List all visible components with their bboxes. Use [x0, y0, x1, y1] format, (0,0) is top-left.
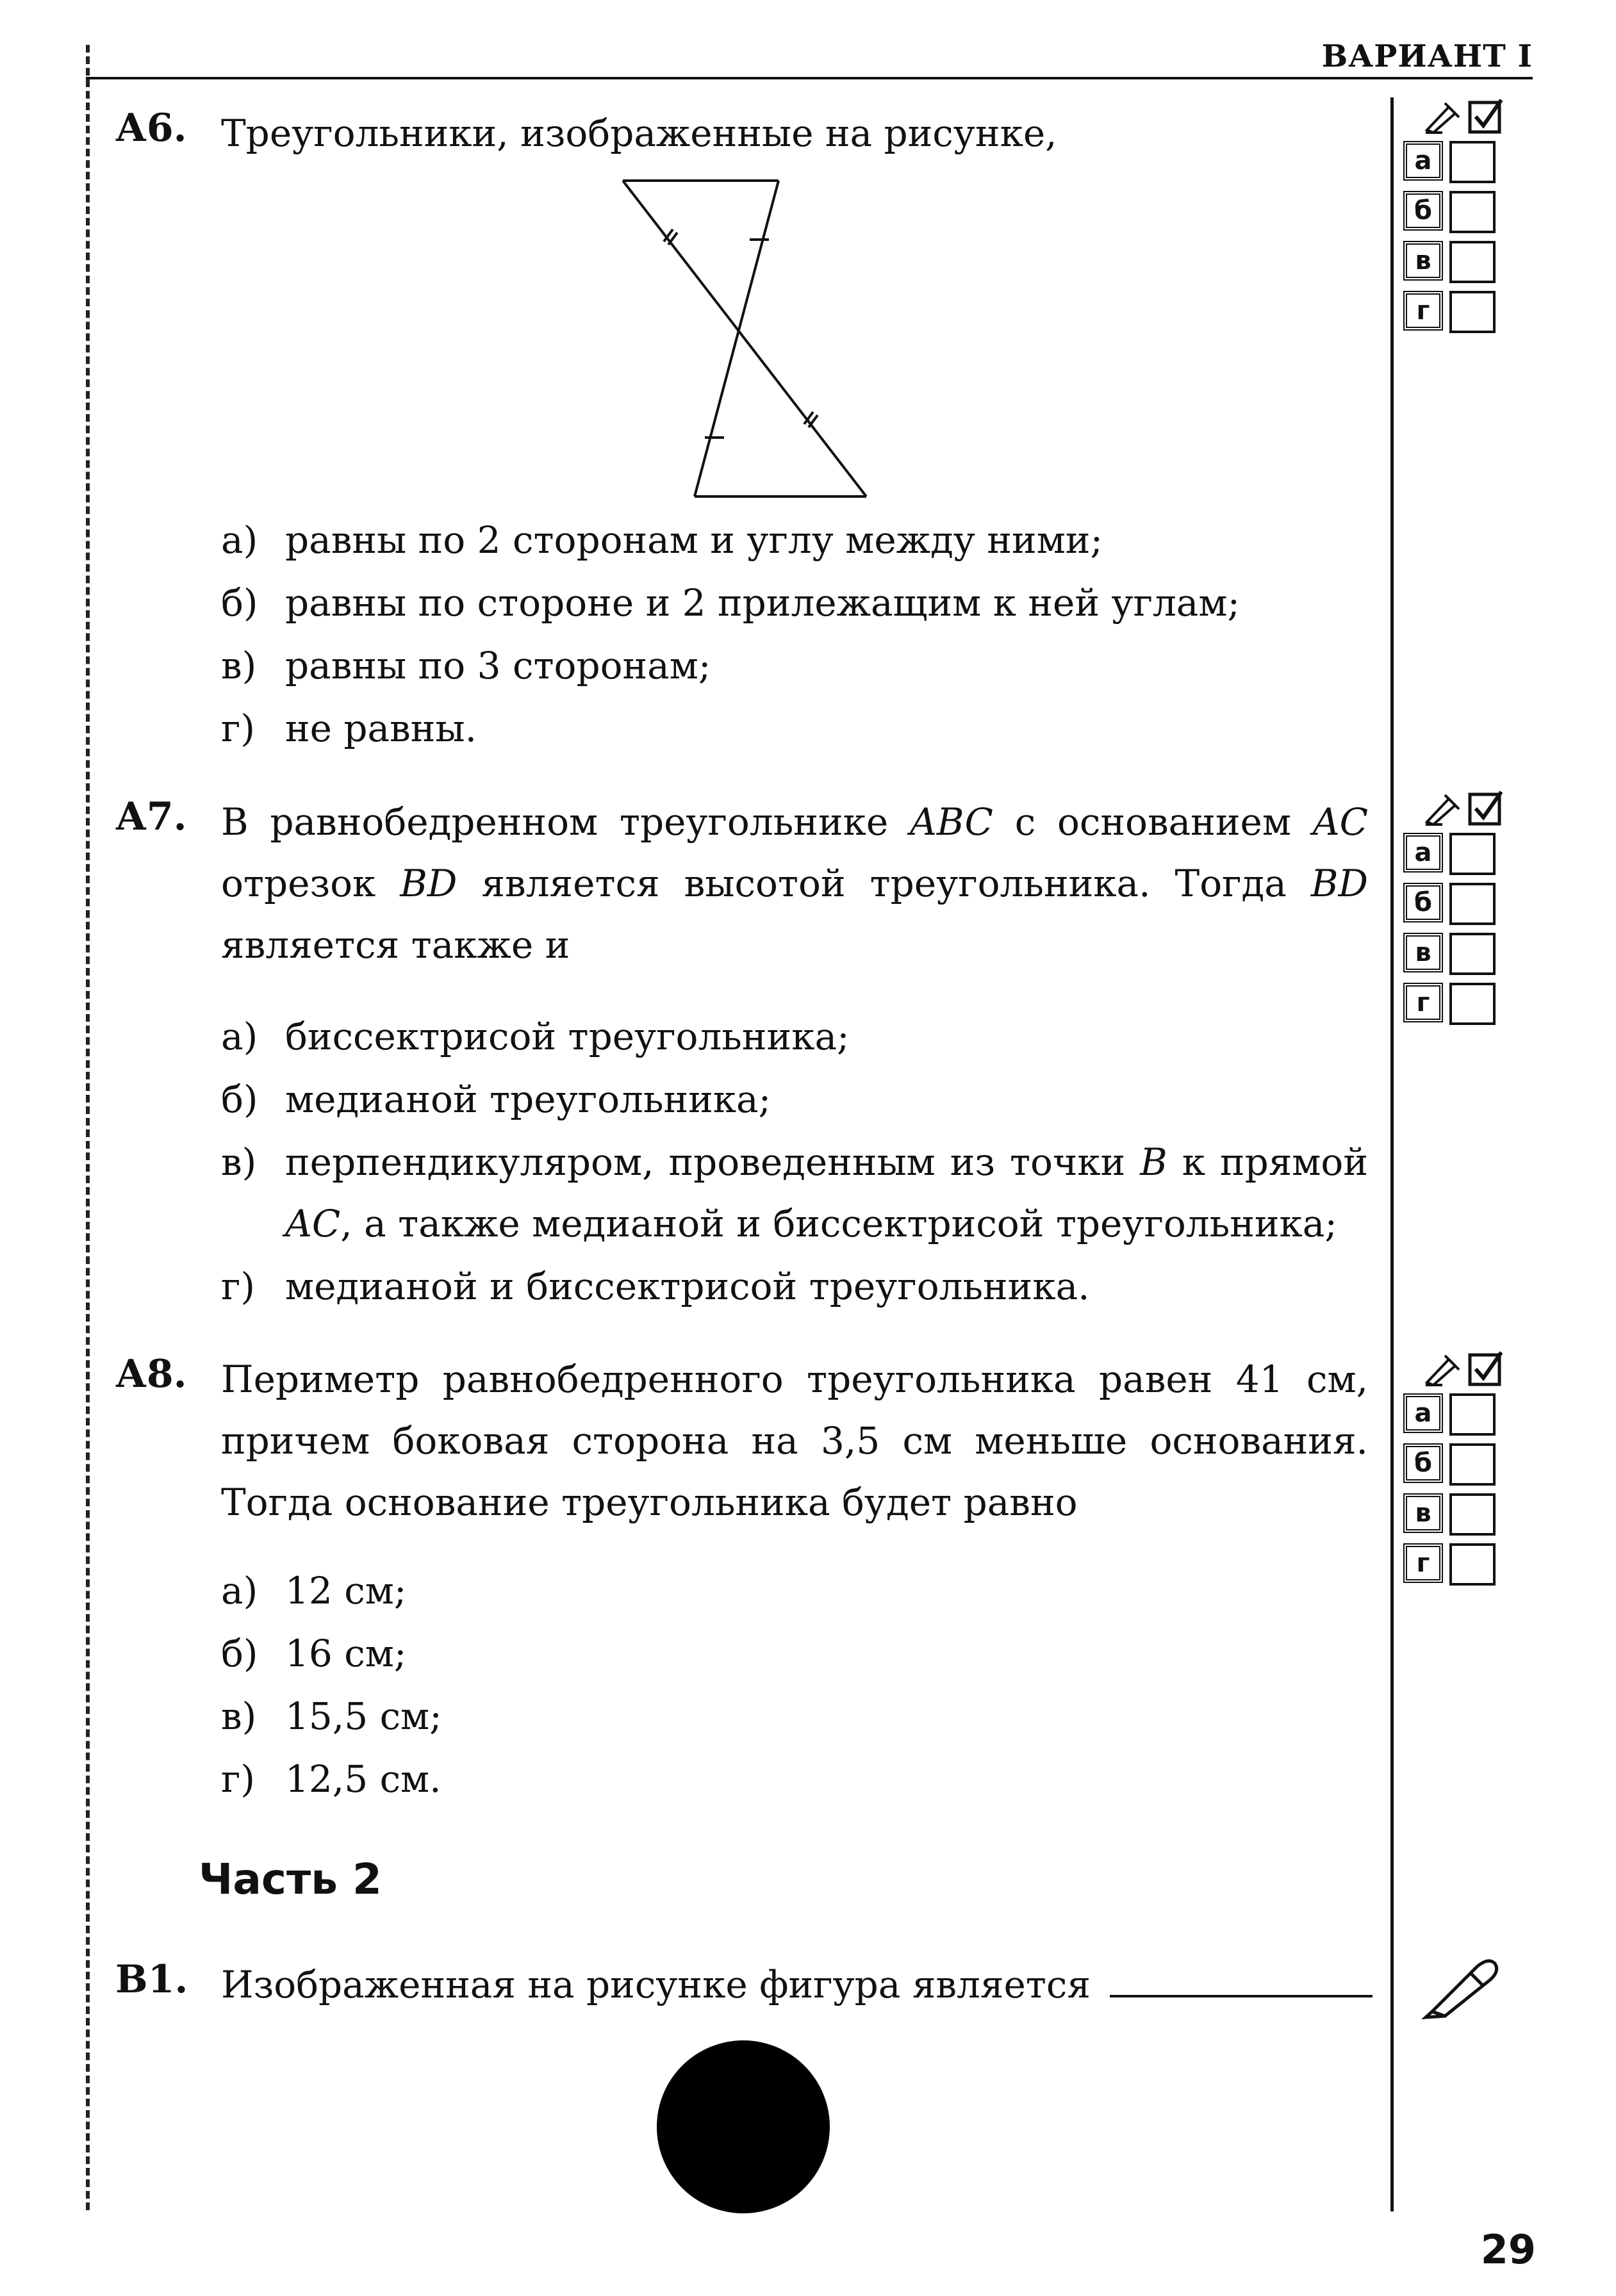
answer-checkbox-d[interactable] — [1449, 1543, 1496, 1586]
cut-line — [86, 45, 90, 2210]
answer-checkbox-d[interactable] — [1449, 983, 1496, 1025]
question-a6-number: А6. — [115, 106, 187, 151]
answer-checkbox-c[interactable] — [1449, 1493, 1496, 1536]
a7-option-d[interactable]: г) медианой и биссектрисой треугольника. — [221, 1265, 1090, 1308]
variant-label: ВАРИАНТ I — [1321, 38, 1533, 74]
a6-answer-boxes — [1403, 96, 1525, 341]
a7-option-a[interactable]: а) биссектрисой треугольника; — [221, 1015, 850, 1058]
answer-checkbox-c[interactable] — [1449, 241, 1496, 283]
answer-checkbox-c[interactable] — [1449, 933, 1496, 975]
pen-icon — [1423, 790, 1463, 826]
answer-letter-d: г — [1403, 1543, 1443, 1583]
black-circle-figure — [654, 2037, 833, 2217]
a7-answer-boxes — [1403, 788, 1525, 1033]
answer-letter-d: г — [1403, 291, 1443, 331]
a8-option-c[interactable]: в) 15,5 см; — [221, 1694, 442, 1738]
question-a8-number: А8. — [115, 1352, 187, 1397]
a6-option-b[interactable]: б) равны по стороне и 2 прилежащим к ней углам; — [221, 581, 1241, 625]
answer-checkbox-a[interactable] — [1449, 1393, 1496, 1436]
a6-option-c[interactable]: в) равны по 3 сторонам; — [221, 644, 711, 687]
header-rule — [86, 77, 1533, 79]
answer-letter-d: г — [1403, 983, 1443, 1022]
a8-answer-boxes — [1403, 1349, 1525, 1593]
answer-letter-c: в — [1403, 933, 1443, 972]
part-2-title: Часть 2 — [199, 1855, 382, 1904]
answer-head — [1403, 96, 1525, 136]
answer-checkbox-d[interactable] — [1449, 291, 1496, 333]
answer-letter-a: а — [1403, 833, 1443, 873]
pen-icon — [1423, 98, 1463, 134]
question-a7-text: В равнобедренном треугольнике ABC с основанием AC отрезок BD является высотой треугольника. Тогда BD является также и — [221, 800, 1368, 967]
fountain-pen-icon — [1419, 1951, 1503, 2021]
diagonal-segment-2 — [695, 181, 779, 496]
diagonal-segment-1 — [623, 181, 866, 496]
pen-icon — [1423, 1350, 1463, 1386]
checkbox-checked-icon — [1468, 789, 1505, 826]
page-number: 29 — [1480, 2226, 1536, 2273]
answer-checkbox-b[interactable] — [1449, 883, 1496, 925]
a7-option-b[interactable]: б) медианой треугольника; — [221, 1078, 771, 1121]
b1-answer-line[interactable] — [1110, 1992, 1373, 1997]
answer-column-divider — [1390, 97, 1394, 2211]
answer-checkbox-a[interactable] — [1449, 833, 1496, 875]
answer-letter-c: в — [1403, 1493, 1443, 1533]
answer-letter-a: а — [1403, 141, 1443, 181]
question-b1-number: В1. — [115, 1957, 188, 2002]
question-a8-text: Периметр равнобедренного треугольника равен 41 см, причем боковая сторона на 3,5 см меньше основания. Тогда основание треугольника будет равно — [221, 1357, 1368, 1524]
a8-option-a[interactable]: а) 12 см; — [221, 1569, 407, 1612]
a6-option-a[interactable]: а) равны по 2 сторонам и углу между ними; — [221, 518, 1103, 562]
checkbox-checked-icon — [1468, 97, 1505, 135]
answer-letter-b: б — [1403, 1443, 1443, 1483]
a8-option-d[interactable]: г) 12,5 см. — [221, 1757, 441, 1801]
a6-option-d[interactable]: г) не равны. — [221, 707, 477, 750]
answer-letter-b: б — [1403, 191, 1443, 231]
answer-checkbox-a[interactable] — [1449, 141, 1496, 183]
a8-option-b[interactable]: б) 16 см; — [221, 1632, 407, 1675]
question-b1-text: Изображенная на рисунке фигура является — [221, 1954, 1374, 2015]
question-a7-number: А7. — [115, 794, 187, 839]
answer-checkbox-b[interactable] — [1449, 191, 1496, 233]
answer-letter-b: б — [1403, 883, 1443, 922]
answer-checkbox-b[interactable] — [1449, 1443, 1496, 1486]
answer-letter-a: а — [1403, 1393, 1443, 1433]
checkbox-checked-icon — [1468, 1350, 1505, 1387]
question-a6-text: Треугольники, изображенные на рисунке, — [221, 111, 1057, 155]
answer-letter-c: в — [1403, 241, 1443, 281]
two-triangles-figure — [615, 173, 884, 506]
a7-option-c[interactable]: в) перпендикуляром, проведенным из точки B к прямой AC, а также медианой и биссектрисой треугольника; — [221, 1140, 1368, 1245]
